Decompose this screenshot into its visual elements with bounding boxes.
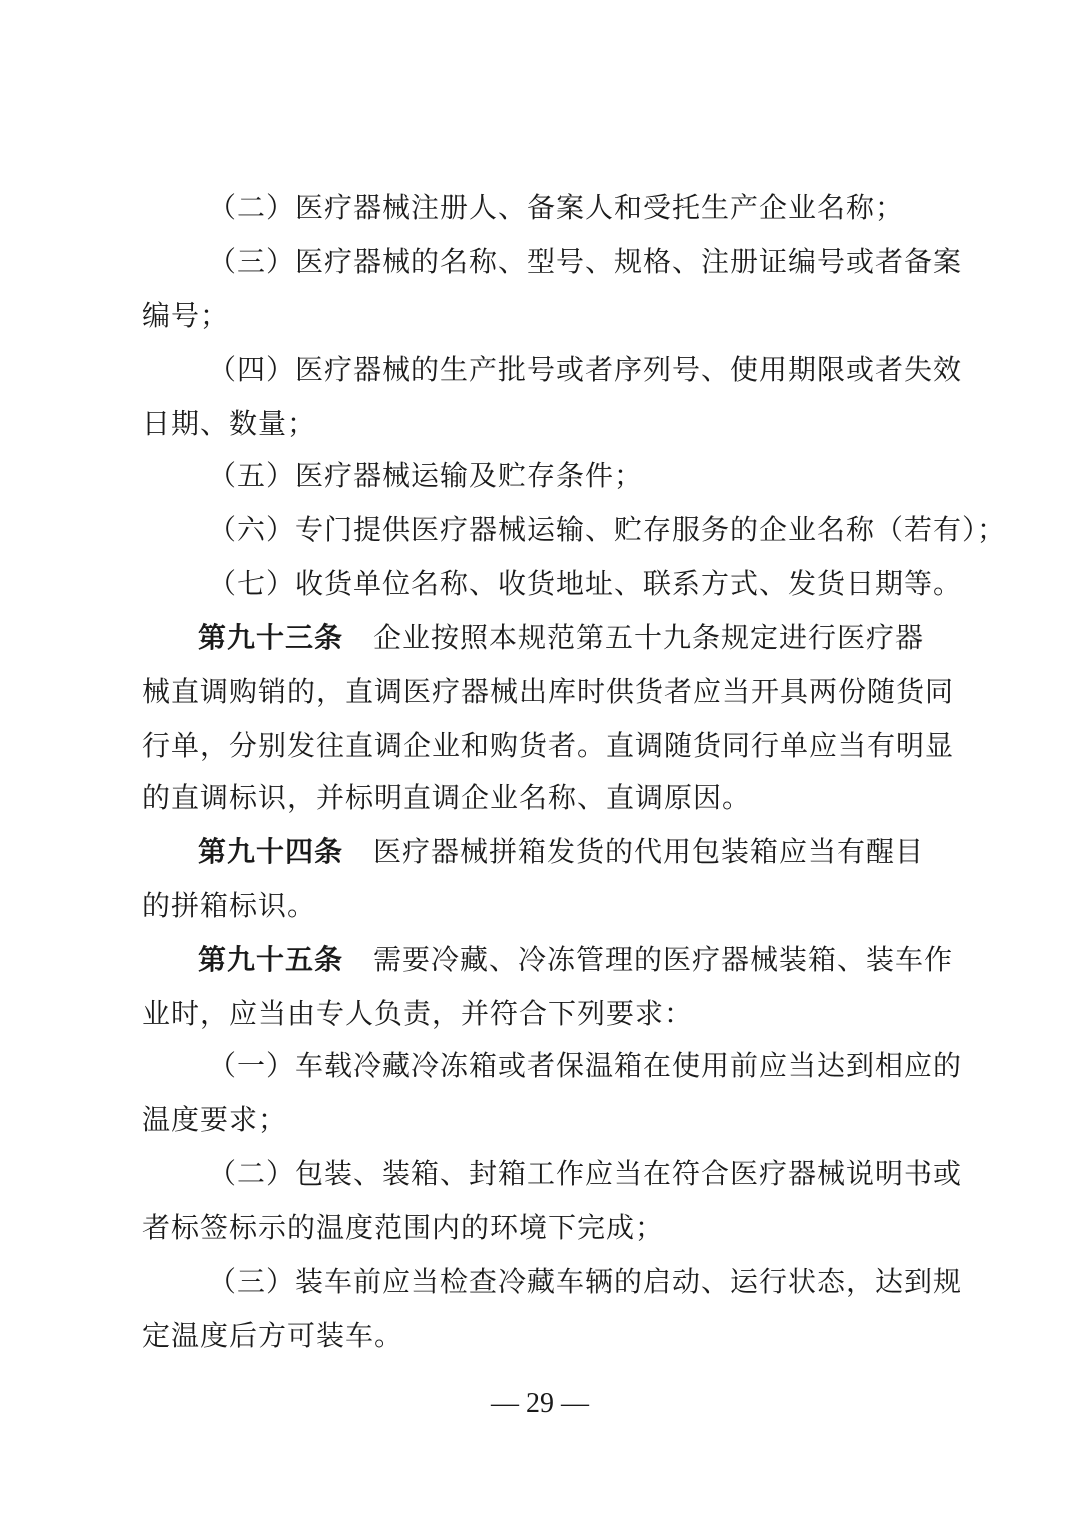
text-line	[0, 1316, 1080, 1356]
line-text: 业时，应当由专人负责，并符合下列要求：	[142, 997, 694, 1030]
text-line	[0, 672, 1080, 712]
line-text: （三）医疗器械的名称、型号、规格、注册证编号或者备案	[208, 245, 963, 278]
text-line	[0, 1262, 1080, 1302]
text-line	[0, 886, 1080, 926]
line-text: 的直调标识，并标明直调企业名称、直调原因。	[142, 781, 752, 814]
article-line	[0, 618, 1080, 658]
line-text: （四）医疗器械的生产批号或者序列号、使用期限或者失效	[208, 353, 963, 386]
line-text: （二）包装、装箱、封箱工作应当在符合医疗器械说明书或	[208, 1157, 963, 1190]
line-text: 行单，分别发往直调企业和购货者。直调随货同行单应当有明显	[142, 729, 955, 762]
text-line	[0, 1208, 1080, 1248]
text-line	[0, 778, 1080, 818]
text-line	[0, 564, 1080, 604]
line-text: （一）车载冷藏冷冻箱或者保温箱在使用前应当达到相应的	[208, 1049, 963, 1082]
text-line	[0, 994, 1080, 1034]
text-line	[0, 726, 1080, 766]
line-text: （二）医疗器械注册人、备案人和受托生产企业名称；	[208, 191, 905, 224]
text-line	[0, 296, 1080, 336]
line-text: 的拼箱标识。	[142, 889, 317, 922]
line-text: （七）收货单位名称、收货地址、联系方式、发货日期等。	[208, 567, 963, 600]
line-text: 械直调购销的，直调医疗器械出库时供货者应当开具两份随货同	[142, 675, 955, 708]
text-line	[0, 1100, 1080, 1140]
article-heading: 第九十三条	[198, 621, 344, 654]
text-line	[0, 510, 1080, 550]
text-line	[0, 456, 1080, 496]
text-line	[0, 350, 1080, 390]
line-text: 定温度后方可装车。	[142, 1319, 404, 1352]
line-text: （三）装车前应当检查冷藏车辆的启动、运行状态，达到规	[208, 1265, 963, 1298]
line-text: 编号；	[142, 299, 230, 332]
line-text: 日期、数量；	[142, 407, 317, 440]
line-text: 企业按照本规范第五十九条规定进行医疗器	[373, 621, 925, 654]
line-text: 温度要求；	[142, 1103, 288, 1136]
text-line	[0, 1154, 1080, 1194]
text-line	[0, 242, 1080, 282]
article-heading: 第九十四条	[198, 835, 344, 868]
line-text: （六）专门提供医疗器械运输、贮存服务的企业名称（若有）；	[208, 513, 1007, 546]
line-text: 者标签标示的温度范围内的环境下完成；	[142, 1211, 665, 1244]
article-line	[0, 940, 1080, 980]
article-line	[0, 832, 1080, 872]
line-text: 医疗器械拼箱发货的代用包装箱应当有醒目	[373, 835, 925, 868]
line-text: （五）医疗器械运输及贮存条件；	[208, 459, 644, 492]
line-text: 需要冷藏、冷冻管理的医疗器械装箱、装车作	[373, 943, 954, 976]
page-number: — 29 —	[491, 1388, 589, 1419]
article-heading: 第九十五条	[198, 943, 344, 976]
text-line	[0, 404, 1080, 444]
text-line	[0, 1046, 1080, 1086]
text-line	[0, 188, 1080, 228]
